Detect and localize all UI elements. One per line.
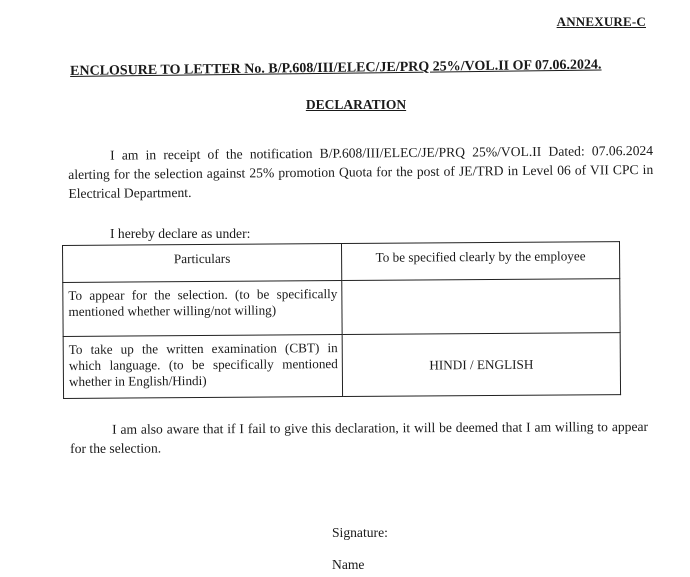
- particular-cell: To take up the written examination (CBT) in which language. (to be specifically mentioned whether in English/Hindi): [63, 335, 342, 399]
- awareness-paragraph: [70, 417, 648, 458]
- value-cell[interactable]: HINDI / ENGLISH: [342, 333, 620, 397]
- header-particulars: Particulars: [63, 244, 342, 283]
- table-row: [63, 279, 620, 337]
- particular-cell: To appear for the selection. (to be specifically mentioned whether willing/not willing): [63, 281, 342, 337]
- header-specified: To be specified clearly by the employee: [341, 242, 619, 281]
- table-row: [63, 333, 620, 399]
- receipt-paragraph-text: I am in receipt of the notification B/P.608/III/ELEC/JE/PRQ 25%/VOL.II Dated: 07.06.2024 alerting for the selection against 25% promotion Quota for the post of JE/TRD in Level 06 of VII CPC in Electrical Department.: [68, 142, 654, 201]
- signature-label: Signature:: [332, 525, 388, 540]
- declaration-table: [62, 241, 621, 399]
- name-label: Name: [332, 557, 365, 572]
- hereby-declare-text: I hereby declare as under:: [110, 226, 251, 241]
- enclosure-heading: ENCLOSURE TO LETTER No. B/P.608/III/ELEC/JE/PRQ 25%/VOL.II OF 07.06.2024.: [70, 57, 602, 79]
- value-cell[interactable]: [342, 279, 620, 335]
- table-header-row: [63, 242, 620, 283]
- annexure-label: ANNEXURE-C: [556, 14, 646, 29]
- declaration-title: DECLARATION: [305, 97, 407, 112]
- awareness-paragraph-text: I am also aware that if I fail to give this declaration, it will be deemed that I am willing to appear for the selection.: [70, 418, 649, 456]
- receipt-paragraph: [68, 141, 653, 203]
